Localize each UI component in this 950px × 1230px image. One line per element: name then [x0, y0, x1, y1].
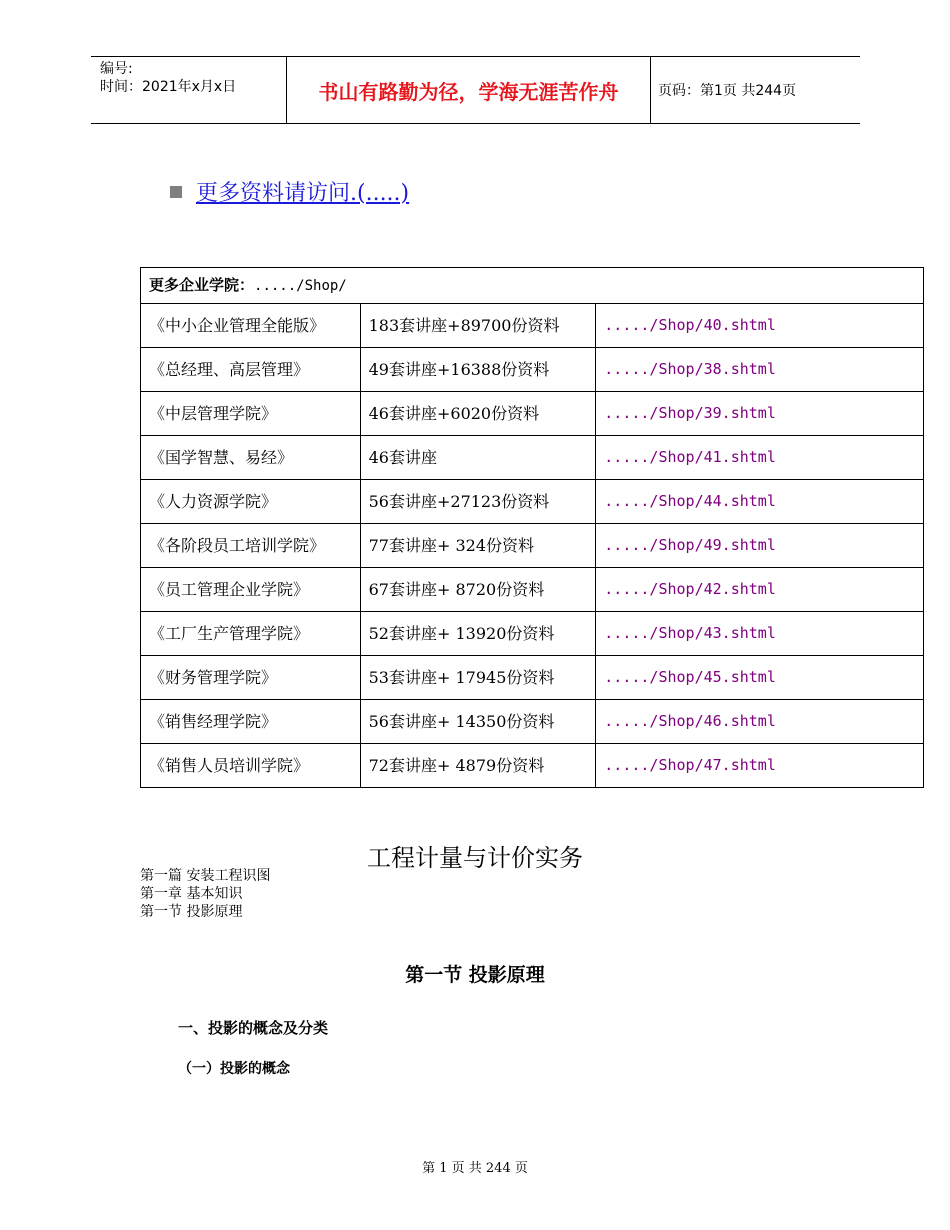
academy-name-cell: 《总经理、高层管理》 — [141, 348, 361, 392]
table-row — [141, 744, 924, 788]
square-bullet-icon — [170, 186, 182, 198]
table-header-url[interactable]: ...../Shop/ — [254, 278, 347, 294]
toc-item: 第一节 投影原理 — [140, 904, 243, 920]
academy-url-cell[interactable]: ...../Shop/47.shtml — [596, 744, 924, 788]
header-meta — [91, 57, 286, 123]
academy-name-cell: 《工厂生产管理学院》 — [141, 612, 361, 656]
table-row — [141, 436, 924, 480]
academy-name-cell: 《销售经理学院》 — [141, 700, 361, 744]
table-row — [141, 612, 924, 656]
academy-url-cell[interactable]: ...../Shop/39.shtml — [596, 392, 924, 436]
academy-url-cell[interactable]: ...../Shop/45.shtml — [596, 656, 924, 700]
table-row — [141, 700, 924, 744]
table-row — [141, 524, 924, 568]
academy-name-cell: 《人力资源学院》 — [141, 480, 361, 524]
header-motto: 书山有路勤为径，学海无涯苦作舟 — [286, 57, 651, 123]
academy-count-cell: 53套讲座+ 17945份资料 — [360, 656, 596, 700]
time-label: 时间：2021年x月x日 — [100, 79, 237, 95]
table-header-row — [141, 268, 924, 304]
academy-table — [140, 267, 924, 788]
section-title: 第一节 投影原理 — [405, 964, 545, 986]
table-header-label: 更多企业学院： — [149, 276, 255, 294]
table-row — [141, 656, 924, 700]
number-label: 编号: — [100, 61, 133, 77]
academy-count-cell: 67套讲座+ 8720份资料 — [360, 568, 596, 612]
academy-name-cell: 《中层管理学院》 — [141, 392, 361, 436]
academy-count-cell: 49套讲座+16388份资料 — [360, 348, 596, 392]
page-footer: 第 1 页 共 244 页 — [422, 1161, 528, 1176]
table-row — [141, 480, 924, 524]
academy-count-cell: 72套讲座+ 4879份资料 — [360, 744, 596, 788]
academy-url-cell[interactable]: ...../Shop/44.shtml — [596, 480, 924, 524]
academy-count-cell: 46套讲座 — [360, 436, 596, 480]
academy-count-cell: 183套讲座+89700份资料 — [360, 304, 596, 348]
academy-url-cell[interactable]: ...../Shop/41.shtml — [596, 436, 924, 480]
academy-name-cell: 《员工管理企业学院》 — [141, 568, 361, 612]
table-row — [141, 568, 924, 612]
table-row — [141, 304, 924, 348]
toc — [140, 867, 270, 921]
academy-url-cell[interactable]: ...../Shop/43.shtml — [596, 612, 924, 656]
more-resources-link[interactable]: 更多资料请访问.(.....) — [196, 181, 410, 206]
heading-2: （一）投影的概念 — [178, 1061, 290, 1077]
academy-name-cell: 《销售人员培训学院》 — [141, 744, 361, 788]
academy-url-cell[interactable]: ...../Shop/49.shtml — [596, 524, 924, 568]
academy-name-cell: 《国学智慧、易经》 — [141, 436, 361, 480]
table-row — [141, 348, 924, 392]
academy-url-cell[interactable]: ...../Shop/42.shtml — [596, 568, 924, 612]
table-row — [141, 392, 924, 436]
academy-url-cell[interactable]: ...../Shop/40.shtml — [596, 304, 924, 348]
academy-count-cell: 46套讲座+6020份资料 — [360, 392, 596, 436]
academy-count-cell: 56套讲座+ 14350份资料 — [360, 700, 596, 744]
page-header — [91, 56, 860, 124]
academy-name-cell: 《各阶段员工培训学院》 — [141, 524, 361, 568]
more-resources — [170, 176, 409, 207]
academy-url-cell[interactable]: ...../Shop/38.shtml — [596, 348, 924, 392]
academy-name-cell: 《财务管理学院》 — [141, 656, 361, 700]
document-title: 工程计量与计价实务 — [367, 844, 583, 872]
academy-name-cell: 《中小企业管理全能版》 — [141, 304, 361, 348]
table-header-cell — [141, 268, 924, 304]
academy-count-cell: 52套讲座+ 13920份资料 — [360, 612, 596, 656]
toc-item: 第一篇 安装工程识图 — [140, 868, 271, 884]
header-page-info: 页码：第1页 共244页 — [658, 83, 797, 99]
heading-1: 一、投影的概念及分类 — [178, 1019, 329, 1037]
academy-count-cell: 56套讲座+27123份资料 — [360, 480, 596, 524]
academy-count-cell: 77套讲座+ 324份资料 — [360, 524, 596, 568]
toc-item: 第一章 基本知识 — [140, 886, 243, 902]
academy-url-cell[interactable]: ...../Shop/46.shtml — [596, 700, 924, 744]
